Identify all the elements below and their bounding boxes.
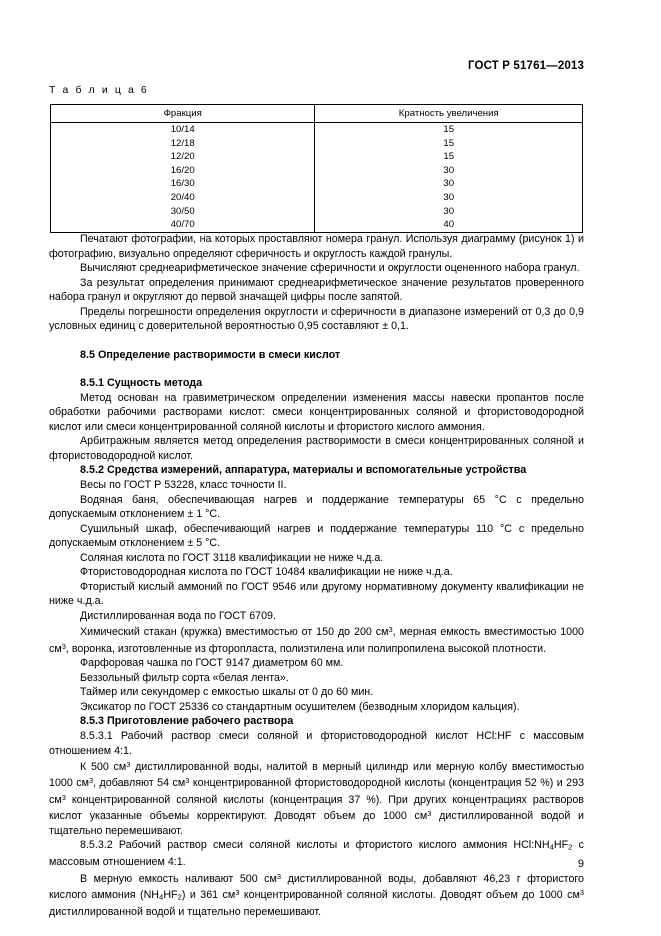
paragraph-hydrofluoric-acid: Фтористоводородная кислота по ГОСТ 10484 квалификации не ниже ч.д.а. (80, 566, 453, 579)
subscript-formula: 4 (549, 842, 554, 852)
heading-8-5: 8.5 Определение растворимости в смеси кислот (80, 349, 341, 362)
heading-8-5-1: 8.5.1 Сущность метода (80, 377, 203, 390)
cell-magnification: 30 (315, 205, 583, 219)
cell-fraction: 12/18 (51, 137, 315, 151)
subscript-formula: 2 (568, 842, 573, 852)
paragraph-ammonium-bifluoride: Фтористый кислый аммоний по ГОСТ 9546 или другому нормативному документу квалификации не ниже ч.д.а. (49, 580, 584, 608)
table-row (51, 177, 583, 191)
text-fragment: , добавляют 54 см (93, 777, 186, 790)
table-row (51, 218, 583, 232)
cell-fraction: 20/40 (51, 191, 315, 205)
paragraph-hcl-nh4hf2-preparation (49, 870, 584, 920)
table-row (51, 164, 583, 178)
cell-fraction: 16/20 (51, 164, 315, 178)
paragraph-timer: Таймер или секундомер с емкостью шкалы от 0 до 60 мин. (80, 686, 374, 699)
page-number: 9 (577, 858, 584, 870)
text-fragment: концентрированной соляной кислоты (концентрация 37 %). При других концентрациях растворов кислот указанные объемы корректируют. Доводят объем до 1000 см (49, 793, 584, 823)
cell-magnification: 15 (315, 123, 583, 137)
paragraph-desiccator: Эксикатор по ГОСТ 25336 со стандартным осушителем (безводным хлоридом кальция). (80, 700, 520, 713)
spacer (49, 334, 584, 348)
text-fragment: концентрированной фтористоводородной кислоты (концентрация 52 %) и 293 см (49, 777, 585, 806)
text-fragment: концентрированной соляной кислоты. Доводят объем до 1000 см (239, 889, 580, 902)
spacer (49, 363, 584, 377)
cell-magnification: 15 (315, 150, 583, 164)
text-fragment: ) и 361 см (181, 889, 236, 902)
table-row (51, 205, 583, 219)
cell-fraction: 12/20 (51, 150, 315, 164)
paragraph-distilled-water: Дистиллированная вода по ГОСТ 6709. (80, 609, 276, 622)
text-fragment: Химический стакан (кружка) вместимостью от 150 до 200 см (80, 626, 389, 639)
table-row (51, 191, 583, 205)
cell-fraction: 16/30 (51, 177, 315, 191)
superscript-cubic: 3 (579, 888, 584, 898)
superscript-cubic: 3 (61, 792, 66, 802)
paragraph-beaker-and-vessel (49, 623, 584, 656)
table-row (51, 123, 583, 137)
heading-8-5-2: 8.5.2 Средства измерений, аппаратура, материалы и вспомогательные устройства (80, 464, 527, 477)
cell-fraction: 30/50 (51, 205, 315, 219)
column-header-fraction: Фракция (51, 105, 315, 123)
superscript-cubic: 3 (126, 760, 131, 770)
text-fragment: дистиллированной воды, налитой в мерный цилиндр или мерную колбу вместимостью 1000 см (49, 760, 585, 790)
text-fragment: дистиллированной воды, добавляют 46,23 г фтористого кислого аммония (NH (49, 872, 584, 902)
text-fragment: с массовым отношением 4:1. (49, 839, 584, 869)
superscript-cubic: 3 (276, 871, 282, 881)
heading-8-5-3: 8.5.3 Приготовление рабочего раствора (80, 715, 294, 728)
text-fragment: , мерная емкость вместимостью 1000 см (49, 626, 584, 655)
superscript-cubic: 3 (88, 776, 94, 786)
text-fragment: дистиллированной водой и тщательно перемешивают. (49, 810, 585, 837)
fraction-magnification-table (50, 104, 583, 233)
body-content (49, 232, 584, 920)
text-fragment: , воронка, изготовленные из фторопласта, полиэтилена или полипропилена высокой плотности. (65, 642, 547, 655)
table-row (51, 137, 583, 151)
paragraph-drying-oven: Сушильный шкаф, обеспечивающий нагрев и поддержание температуры 110 °С с предельно допускаемым отклонением ± 5 °С. (49, 522, 584, 550)
paragraph-hcl-hf-preparation (49, 758, 584, 838)
superscript-cubic: 3 (235, 888, 240, 898)
paragraph-print-photos: Печатают фотографии, на которых проставляют номера гранул. Используя диаграмму (рисунок 1) и фотографию, визуально определяют сферичность и округлость каждой гранулы. (49, 233, 584, 260)
cell-magnification: 15 (315, 137, 583, 151)
paragraph-method-essence: Метод основан на гравиметрическом определении изменения массы навески пропантов после обработки рабочими растворами кислот: смеси концентрированных соляной и фтористоводородной кислот или смеси концентрированной соляной кислоты и фтористого кислого аммония. (49, 391, 584, 433)
table-body (51, 123, 583, 233)
paragraph-hydrochloric-acid: Соляная кислота по ГОСТ 3118 квалификации не ниже ч.д.а. (80, 551, 384, 564)
text-fragment: В мерную емкость наливают 500 см (80, 872, 277, 885)
superscript-cubic: 3 (185, 776, 190, 786)
column-header-magnification: Кратность увеличения (315, 105, 583, 123)
cell-magnification: 30 (315, 164, 583, 178)
cell-fraction: 10/14 (51, 123, 315, 137)
running-header-standard-id: ГОСТ Р 51761—2013 (467, 60, 584, 72)
table-header-row (51, 105, 583, 123)
text-fragment: дистиллированной водой и тщательно перемешивают. (49, 906, 322, 919)
paragraph-result-rounding: За результат определения принимают среднеарифметическое значение результатов проверенного набора гранул и округляют до первой значащей цифры после запятой. (49, 276, 584, 304)
cell-magnification: 40 (315, 218, 583, 232)
text-fragment: HF (163, 889, 178, 902)
paragraph-porcelain-cup: Фарфоровая чашка по ГОСТ 9147 диаметром 60 мм. (80, 657, 344, 670)
text-fragment: 8.5.3.2 Рабочий раствор смеси соляной кислоты и фтористого кислого аммония HCl:NH (80, 839, 550, 852)
paragraph-error-limits: Пределы погрешности определения округлости и сферичности в диапазоне измерений от 0,3 до 0,9 условных единиц с доверительной вероятностью 0,95 составляют ± 0,1. (49, 305, 584, 333)
table-row (51, 150, 583, 164)
subscript-formula: 2 (177, 892, 182, 902)
table-caption: Т а б л и ц а 6 (49, 84, 149, 96)
superscript-cubic: 3 (427, 809, 432, 819)
subscript-formula: 4 (159, 892, 164, 902)
paragraph-arbitration-method: Арбитражным является метод определения растворимости в смеси концентрированных соляной и фтористоводородной кислот. (49, 435, 584, 462)
paragraph-water-bath: Водяная баня, обеспечивающая нагрев и поддержание температуры 65 °С с предельно допускаемым отклонением ± 1 °С. (49, 493, 584, 521)
paragraph-ashless-filter: Беззольный фильтр сорта «белая лента». (80, 671, 289, 684)
cell-fraction: 40/70 (51, 218, 315, 232)
cell-magnification: 30 (315, 177, 583, 191)
text-fragment: К 500 см (80, 760, 127, 773)
superscript-cubic: 3 (388, 625, 393, 635)
superscript-cubic: 3 (61, 641, 66, 651)
paragraph-calculate-mean: Вычисляют среднеарифметическое значение сферичности и округлости оцененного набора гранул. (80, 262, 580, 275)
text-fragment: HF (553, 839, 569, 852)
paragraph-scales: Весы по ГОСТ Р 53228, класс точности II. (80, 479, 287, 491)
cell-magnification: 30 (315, 191, 583, 205)
paragraph-8-5-3-1: 8.5.3.1 Рабочий раствор смеси соляной и фтористоводородной кислот HCl:HF с массовым отношением 4:1. (49, 729, 584, 757)
paragraph-8-5-3-2 (49, 838, 584, 870)
table-head (51, 105, 583, 123)
